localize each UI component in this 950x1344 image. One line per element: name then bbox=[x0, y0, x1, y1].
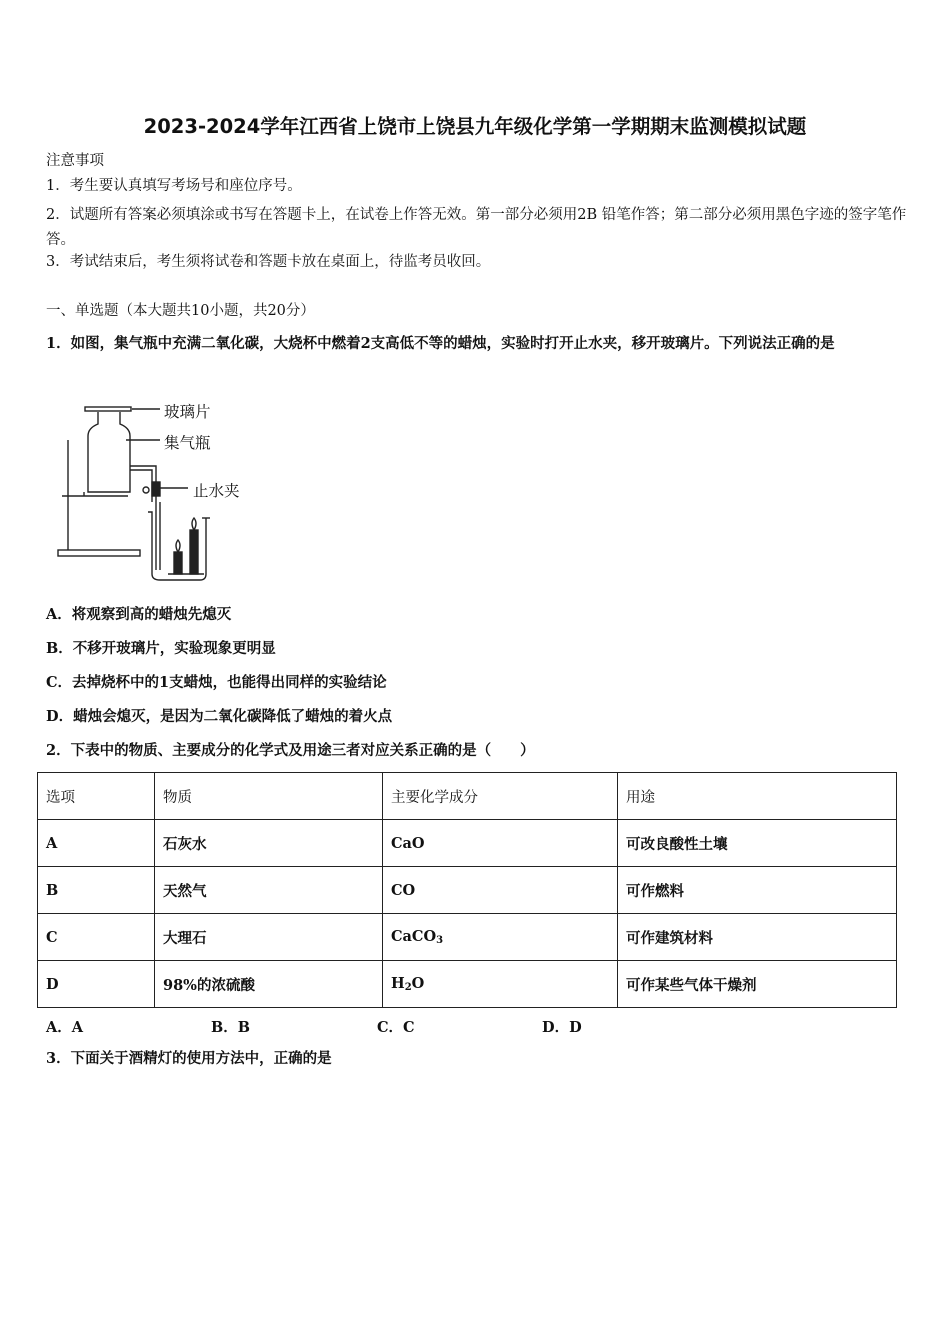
question-2-stem: 2．下表中的物质、主要成分的化学式及用途三者对应关系正确的是（ ） bbox=[46, 742, 535, 759]
question-1-option-c: C．去掉烧杯中的1支蜡烛，也能得出同样的实验结论 bbox=[46, 674, 387, 691]
gas-bottle-shape bbox=[88, 412, 130, 492]
formula-subscript: 3 bbox=[436, 935, 444, 946]
formula-main: CaCO bbox=[391, 928, 437, 945]
page-title: 2023-2024学年江西省上饶市上饶县九年级化学第一学期期末监测模拟试题 bbox=[143, 115, 807, 138]
table-header-row bbox=[38, 773, 897, 820]
cell-use: 可作某些气体干燥剂 bbox=[618, 961, 897, 1008]
cell-use: 可改良酸性土壤 bbox=[618, 820, 897, 867]
question-1-stem: 1．如图，集气瓶中充满二氧化碳，大烧杯中燃着2支高低不等的蜡烛，实验时打开止水夹，移开玻璃片。下列说法正确的是 bbox=[46, 335, 835, 352]
cell-substance: 98%的浓硫酸 bbox=[155, 961, 383, 1008]
cell-substance: 天然气 bbox=[155, 867, 383, 914]
question-2-choice-a: A．A bbox=[46, 1019, 84, 1036]
table-row bbox=[38, 961, 897, 1008]
cell-formula bbox=[383, 820, 618, 867]
section-heading: 一、单选题（本大题共10小题，共20分） bbox=[46, 303, 315, 319]
formula-tail: O bbox=[411, 975, 425, 992]
apparatus-diagram bbox=[48, 392, 258, 586]
formula-main: CO bbox=[391, 881, 416, 899]
formula-subscript: 2 bbox=[404, 982, 412, 993]
cell-use: 可作建筑材料 bbox=[618, 914, 897, 961]
table-row bbox=[38, 820, 897, 867]
notice-heading: 注意事项 bbox=[46, 153, 104, 169]
header-use: 用途 bbox=[618, 773, 897, 820]
water-clamp-shape bbox=[152, 482, 160, 496]
cell-option: B bbox=[38, 867, 155, 914]
question-3-stem: 3．下面关于酒精灯的使用方法中，正确的是 bbox=[46, 1050, 332, 1067]
cell-option: C bbox=[38, 914, 155, 961]
question-1-option-b: B．不移开玻璃片，实验现象更明显 bbox=[46, 640, 276, 657]
notice-item-3: 3．考试结束后，考生须将试卷和答题卡放在桌面上，待监考员收回。 bbox=[46, 254, 491, 270]
cell-option: D bbox=[38, 961, 155, 1008]
label-glass-plate: 玻璃片 bbox=[164, 403, 211, 421]
tall-candle-shape bbox=[190, 530, 198, 574]
header-option: 选项 bbox=[38, 773, 155, 820]
cell-substance: 大理石 bbox=[155, 914, 383, 961]
question-2-table bbox=[37, 772, 897, 1008]
cell-option: A bbox=[38, 820, 155, 867]
short-candle-shape bbox=[174, 552, 182, 574]
cell-formula bbox=[383, 867, 618, 914]
header-substance: 物质 bbox=[155, 773, 383, 820]
notice-item-1: 1．考生要认真填写考场号和座位序号。 bbox=[46, 178, 302, 194]
question-1-option-a: A．将观察到高的蜡烛先熄灭 bbox=[46, 606, 232, 623]
label-gas-bottle: 集气瓶 bbox=[164, 434, 211, 452]
header-formula: 主要化学成分 bbox=[383, 773, 618, 820]
table-row bbox=[38, 914, 897, 961]
label-water-clamp: 止水夹 bbox=[193, 482, 240, 500]
question-2-choice-b: B．B bbox=[211, 1019, 251, 1036]
glass-plate-shape bbox=[85, 407, 131, 411]
question-2-choice-c: C．C bbox=[377, 1019, 415, 1036]
formula-main: CaO bbox=[391, 834, 425, 852]
table-row bbox=[38, 867, 897, 914]
cell-substance: 石灰水 bbox=[155, 820, 383, 867]
question-2-choice-d: D．D bbox=[542, 1019, 582, 1036]
cell-formula bbox=[383, 914, 618, 961]
notice-item-2: 2．试题所有答案必须填涂或书写在答题卡上，在试卷上作答无效。第一部分必须用2B 铅笔作答；第二部分必须用黑色字迹的签字笔作答。 bbox=[46, 207, 907, 248]
question-1-option-d: D．蜡烛会熄灭，是因为二氧化碳降低了蜡烛的着火点 bbox=[46, 708, 393, 725]
cell-formula bbox=[383, 961, 618, 1008]
formula-main: H bbox=[391, 975, 405, 992]
cell-use: 可作燃料 bbox=[618, 867, 897, 914]
